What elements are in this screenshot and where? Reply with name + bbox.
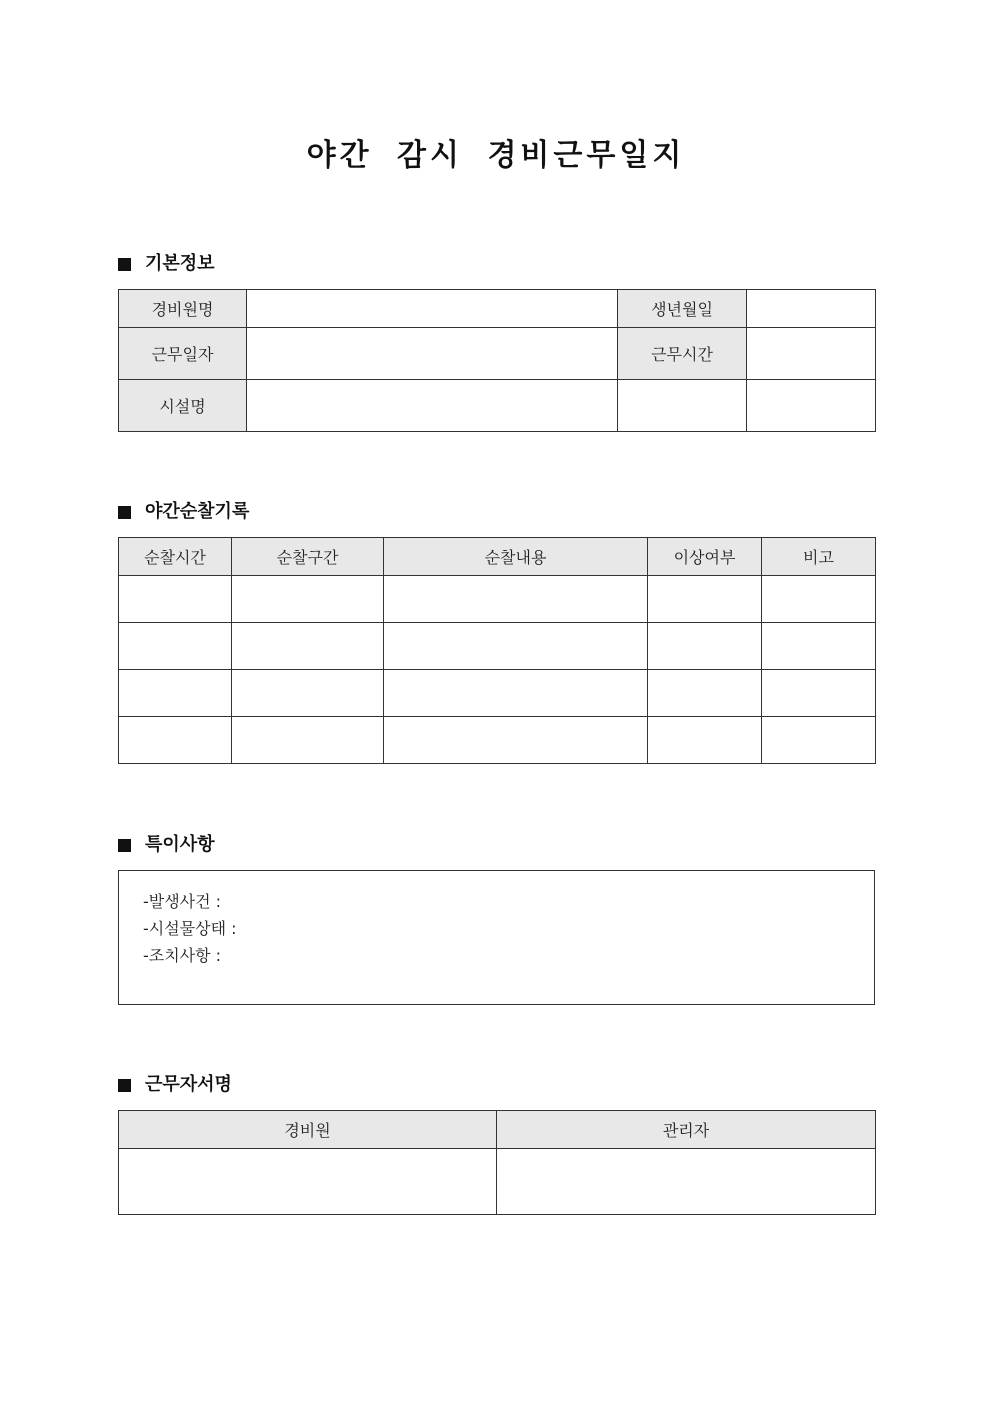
work-time-field[interactable] — [747, 328, 876, 380]
signature-table — [118, 1110, 876, 1215]
patrol-time-cell[interactable] — [119, 670, 232, 717]
signature-heading — [118, 1073, 232, 1097]
patrol-area-cell[interactable] — [232, 670, 384, 717]
birth-date-field[interactable] — [747, 290, 876, 328]
action-taken-note-line: -조치사항 : — [143, 946, 222, 965]
abnormality-cell[interactable] — [648, 623, 762, 670]
table-row — [119, 1149, 876, 1215]
manager-signature-label: 관리자 — [497, 1111, 876, 1149]
blank-cell[interactable] — [618, 380, 747, 432]
square-bullet-icon — [118, 506, 131, 519]
blank-cell[interactable] — [747, 380, 876, 432]
patrol-area-cell[interactable] — [232, 623, 384, 670]
manager-signature-field[interactable] — [497, 1149, 876, 1215]
table-row — [119, 623, 876, 670]
patrol-time-cell[interactable] — [119, 576, 232, 623]
guard-signature-field[interactable] — [119, 1149, 497, 1215]
patrol-content-cell[interactable] — [384, 670, 648, 717]
work-date-label: 근무일자 — [119, 328, 247, 380]
remarks-cell[interactable] — [762, 576, 876, 623]
column-header-patrol-area: 순찰구간 — [232, 538, 384, 576]
patrol-area-cell[interactable] — [232, 576, 384, 623]
table-header-row — [119, 1111, 876, 1149]
remarks-cell[interactable] — [762, 717, 876, 764]
column-header-patrol-content: 순찰내용 — [384, 538, 648, 576]
facility-status-note-line: -시설물상태 : — [143, 919, 237, 938]
patrol-table — [118, 537, 876, 764]
column-header-abnormality: 이상여부 — [648, 538, 762, 576]
special-notes-heading — [118, 833, 215, 857]
patrol-heading-label: 야간순찰기록 — [145, 501, 250, 522]
table-header-row — [119, 538, 876, 576]
table-row — [119, 290, 876, 328]
square-bullet-icon — [118, 1079, 131, 1092]
guard-name-field[interactable] — [247, 290, 618, 328]
basic-info-heading-label: 기본정보 — [145, 253, 215, 274]
special-notes-heading-label: 특이사항 — [145, 834, 215, 855]
work-date-field[interactable] — [247, 328, 618, 380]
abnormality-cell[interactable] — [648, 717, 762, 764]
patrol-content-cell[interactable] — [384, 717, 648, 764]
work-time-label: 근무시간 — [618, 328, 747, 380]
page-title: 야간 감시 경비근무일지 — [306, 138, 686, 173]
special-notes-box[interactable] — [118, 870, 875, 1005]
birth-date-label: 생년월일 — [618, 290, 747, 328]
patrol-time-cell[interactable] — [119, 717, 232, 764]
table-row — [119, 576, 876, 623]
signature-heading-label: 근무자서명 — [145, 1074, 232, 1095]
basic-info-heading — [118, 252, 215, 276]
square-bullet-icon — [118, 258, 131, 271]
remarks-cell[interactable] — [762, 623, 876, 670]
facility-name-field[interactable] — [247, 380, 618, 432]
column-header-patrol-time: 순찰시간 — [119, 538, 232, 576]
table-row — [119, 328, 876, 380]
guard-signature-label: 경비원 — [119, 1111, 497, 1149]
table-row — [119, 380, 876, 432]
abnormality-cell[interactable] — [648, 670, 762, 717]
table-row — [119, 670, 876, 717]
patrol-content-cell[interactable] — [384, 576, 648, 623]
remarks-cell[interactable] — [762, 670, 876, 717]
basic-info-table — [118, 289, 876, 432]
patrol-content-cell[interactable] — [384, 623, 648, 670]
patrol-time-cell[interactable] — [119, 623, 232, 670]
column-header-remarks: 비고 — [762, 538, 876, 576]
patrol-area-cell[interactable] — [232, 717, 384, 764]
facility-name-label: 시설명 — [119, 380, 247, 432]
square-bullet-icon — [118, 839, 131, 852]
patrol-heading — [118, 500, 249, 524]
abnormality-cell[interactable] — [648, 576, 762, 623]
guard-name-label: 경비원명 — [119, 290, 247, 328]
incident-note-line: -발생사건 : — [143, 892, 222, 911]
table-row — [119, 717, 876, 764]
